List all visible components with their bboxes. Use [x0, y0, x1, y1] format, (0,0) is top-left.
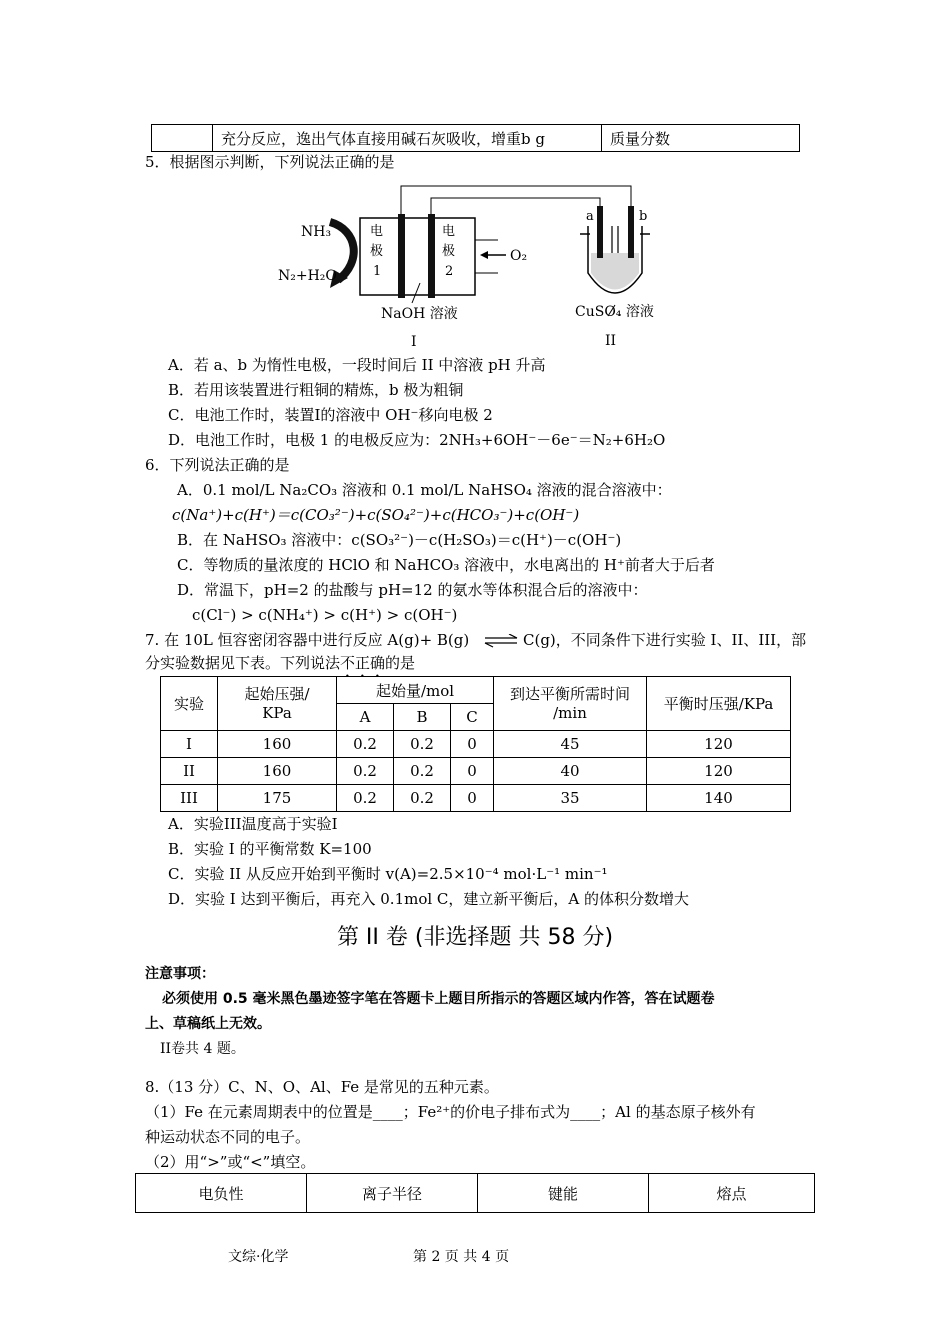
- q7-stem-2a: 分实验数据见下表。下列说法: [145, 654, 341, 672]
- cell-label-2: II: [605, 333, 617, 349]
- q8-col-bond-energy: 键能: [478, 1174, 649, 1213]
- th-p0-l2: KPa: [262, 703, 292, 722]
- q7-option-c: C．实验 II 从反应开始到平衡时 v(A)=2.5×10⁻⁴ mol·L⁻¹ min⁻¹: [168, 865, 608, 883]
- q7-stem-1b: C(g)，不同条件下进行实验 I、II、III，部: [523, 631, 807, 649]
- electrode-b-label: b: [639, 209, 648, 224]
- q5-option-c: C．电池工作时，装置I的溶液中 OH⁻移向电极 2: [168, 406, 493, 424]
- th-a: A: [337, 704, 394, 731]
- top-cell-2: 充分反应，逸出气体直接用碱石灰吸收，增重b g: [213, 125, 602, 152]
- q6-stem: 6．下列说法正确的是: [145, 456, 290, 474]
- q6-option-a-eq: c(Na⁺)+c(H⁺)＝c(CO₃²⁻)+c(SO₄²⁻)+c(HCO₃⁻)+c(OH⁻): [172, 506, 580, 524]
- q5-stem: 5．根据图示判断，下列说法正确的是: [145, 153, 395, 171]
- cell: 120: [647, 758, 791, 785]
- equilibrium-arrow-icon: [484, 634, 518, 648]
- cell: II: [161, 758, 218, 785]
- notice-line-3: II卷共 4 题。: [160, 1041, 245, 1057]
- cell: 120: [647, 731, 791, 758]
- cell: III: [161, 785, 218, 812]
- q8-part2: （2）用“>”或“<”填空。: [145, 1153, 316, 1171]
- cell-label-1: I: [411, 334, 417, 350]
- th-b: B: [394, 704, 451, 731]
- top-cell-3: 质量分数: [602, 125, 800, 152]
- top-cell-1: [152, 125, 213, 152]
- th-exp: 实验: [161, 677, 218, 731]
- e2-a: 电: [442, 224, 456, 239]
- q8-part1-a: （1）Fe 在元素周期表中的位置是____；Fe²⁺的价电子排布式为____；Al 的基态原子核外有: [145, 1103, 756, 1121]
- q8-col-electronegativity: 电负性: [136, 1174, 307, 1213]
- cell: 35: [494, 785, 647, 812]
- cuso4-label: CuSO₄ 溶液: [575, 304, 654, 320]
- cell: 40: [494, 758, 647, 785]
- cell: 0.2: [394, 731, 451, 758]
- q8-part1-b: 种运动状态不同的电子。: [145, 1128, 311, 1146]
- notice-heading: 注意事项：: [145, 966, 215, 982]
- th-c: C: [451, 704, 494, 731]
- cell: I: [161, 731, 218, 758]
- th-p0: [218, 677, 337, 731]
- e1-c: 1: [373, 264, 382, 279]
- cell: 0: [451, 785, 494, 812]
- th-t-l1: 到达平衡所需时间: [509, 684, 630, 703]
- e2-b: 极: [442, 244, 456, 259]
- q6-option-c: C．等物质的量浓度的 HClO 和 NaHCO₃ 溶液中，水电离出的 H⁺前者大于后者: [177, 556, 715, 574]
- cell: 160: [218, 731, 337, 758]
- q8-col-ionic-radius: 离子半径: [307, 1174, 478, 1213]
- cell: 0.2: [394, 785, 451, 812]
- th-n0: 起始量/mol: [337, 677, 494, 704]
- electrode-1: [398, 214, 405, 298]
- cell: 0.2: [337, 758, 394, 785]
- cell: 0: [451, 758, 494, 785]
- footer-page: 第 2 页 共 4 页: [413, 1249, 510, 1265]
- o2-label: O₂: [510, 248, 528, 264]
- e1-b: 极: [370, 244, 384, 259]
- q8-stem: 8.（13 分）C、N、O、Al、Fe 是常见的五种元素。: [145, 1078, 499, 1096]
- nh3-label: NH₃: [301, 224, 332, 240]
- table-row: [161, 758, 791, 785]
- q8-col-melting-point: 熔点: [649, 1174, 815, 1213]
- cell: 175: [218, 785, 337, 812]
- naoh-label: NaOH 溶液: [381, 306, 458, 322]
- q7-option-b: B．实验 I 的平衡常数 K=100: [168, 840, 372, 858]
- q5-option-d: D．电池工作时，电极 1 的电极反应为：2NH₃+6OH⁻－6e⁻＝N₂+6H₂O: [168, 431, 666, 449]
- top-table: [151, 124, 800, 152]
- q6-option-b: B．在 NaHSO₃ 溶液中：c(SO₃²⁻)－c(H₂SO₃)＝c(H⁺)－c(OH⁻): [177, 531, 622, 549]
- q7-stem-1a: 7. 在 10L 恒容密闭容器中进行反应 A(g)+ B(g): [145, 631, 470, 649]
- th-peq: 平衡时压强/KPa: [647, 677, 791, 731]
- q6-option-a: A．0.1 mol/L Na₂CO₃ 溶液和 0.1 mol/L NaHSO₄ 溶液的混合溶液中：: [177, 481, 672, 499]
- q7-stem-2b: 不正确: [340, 654, 386, 672]
- q7-option-a: A．实验III温度高于实验I: [168, 815, 338, 833]
- th-t: [494, 677, 647, 731]
- electrode-2: [428, 214, 435, 298]
- footer-subject: 文综·化学: [228, 1249, 289, 1265]
- e1-a: 电: [370, 224, 384, 239]
- notice-line-1: 必须使用 0.5 毫米黑色墨迹签字笔在答题卡上题目所指示的答题区域内作答，答在试题卷: [162, 991, 715, 1007]
- cell: 45: [494, 731, 647, 758]
- cell: 160: [218, 758, 337, 785]
- q6-option-d-eq: c(Cl⁻) > c(NH₄⁺) > c(H⁺) > c(OH⁻): [192, 606, 458, 624]
- n2h2o-label: N₂+H₂O: [278, 268, 337, 284]
- table-row: [161, 731, 791, 758]
- cell: 140: [647, 785, 791, 812]
- q7-table: [160, 676, 791, 812]
- e2-c: 2: [445, 264, 454, 279]
- q5-option-b: B．若用该装置进行粗铜的精炼，b 极为粗铜: [168, 381, 464, 399]
- q7-option-d: D．实验 I 达到平衡后，再充入 0.1mol C，建立新平衡后，A 的体积分数增大: [168, 890, 690, 908]
- cell: 0.2: [337, 731, 394, 758]
- cell: 0.2: [337, 785, 394, 812]
- notice-line-2: 上、草稿纸上无效。: [145, 1016, 271, 1032]
- cell: 0: [451, 731, 494, 758]
- q7-stem-2c: 的是: [385, 654, 416, 672]
- cell: 0.2: [394, 758, 451, 785]
- section-title: 第 II 卷 (非选择题 共 58 分): [336, 925, 614, 950]
- table-row: [161, 785, 791, 812]
- q8-table: [135, 1173, 815, 1213]
- th-p0-l1: 起始压强/: [244, 684, 310, 703]
- electrode-a-label: a: [586, 209, 594, 224]
- th-t-l2: /min: [553, 703, 587, 722]
- q5-option-a: A．若 a、b 为惰性电极，一段时间后 II 中溶液 pH 升高: [168, 356, 546, 374]
- q6-option-d: D．常温下，pH=2 的盐酸与 pH=12 的氨水等体积混合后的溶液中：: [177, 581, 648, 599]
